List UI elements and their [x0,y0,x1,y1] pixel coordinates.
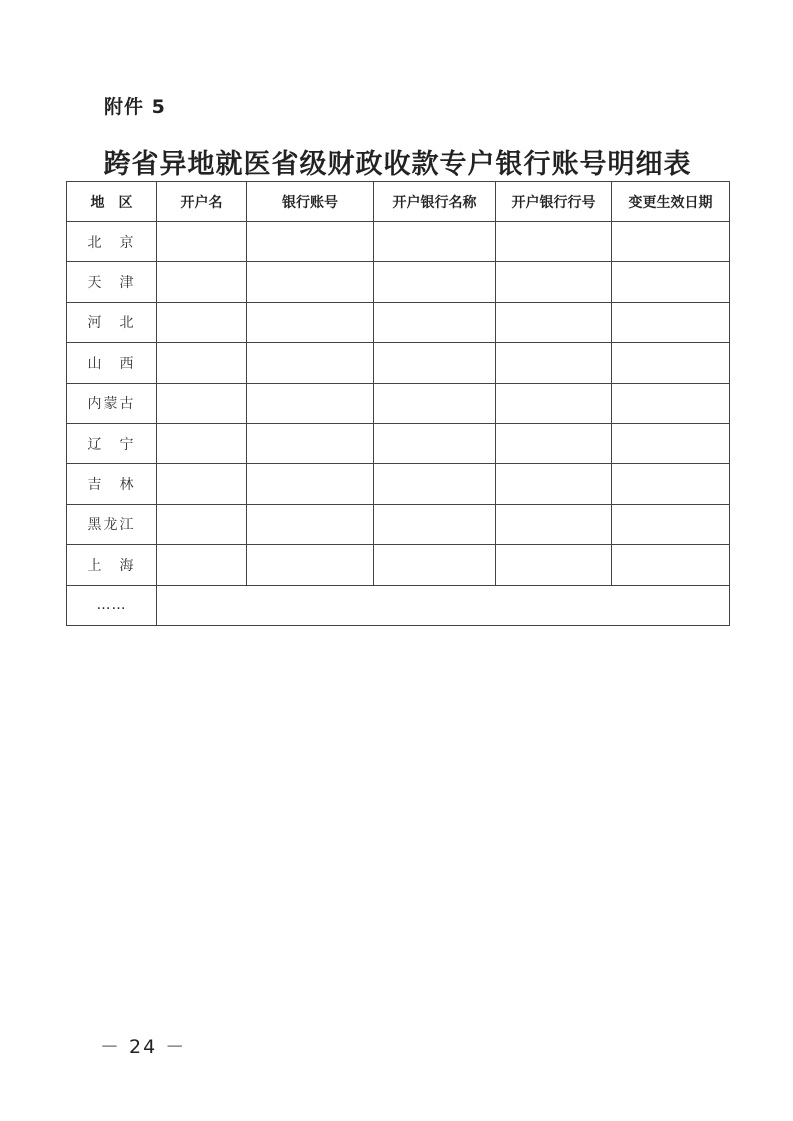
table-row [67,545,730,585]
attachment-label: 附件 5 [104,96,166,118]
page-number: － 24 － [100,1036,187,1058]
table-row [67,262,730,302]
header-effective-date: 变更生效日期 [612,182,730,222]
header-account-name: 开户名 [157,182,247,222]
header-bank-name: 开户银行名称 [374,182,496,222]
account-name-cell [157,504,247,544]
table-row [67,222,730,262]
table-row-continuation [67,585,730,625]
region-cell: 辽 宁 [67,423,157,463]
region-cell: 上 海 [67,545,157,585]
bank-name-cell [374,504,496,544]
account-number-cell [247,383,374,423]
account-number-cell [247,464,374,504]
bank-name-cell [374,383,496,423]
bank-code-cell [496,222,612,262]
bank-name-cell [374,262,496,302]
region-cell: 天 津 [67,262,157,302]
account-name-cell [157,423,247,463]
bank-code-cell [496,464,612,504]
account-name-cell [157,302,247,342]
bank-code-cell [496,262,612,302]
bank-code-cell [496,504,612,544]
bank-code-cell [496,383,612,423]
bank-name-cell [374,222,496,262]
region-cell: 山 西 [67,343,157,383]
effective-date-cell [612,504,730,544]
merged-empty-cell [157,585,730,625]
account-number-cell [247,343,374,383]
bank-name-cell [374,302,496,342]
region-cell: 河 北 [67,302,157,342]
effective-date-cell [612,423,730,463]
account-detail-table [66,181,730,626]
account-number-cell [247,262,374,302]
header-account-number: 银行账号 [247,182,374,222]
table-header-row [67,182,730,222]
effective-date-cell [612,545,730,585]
continuation-cell: …… [67,585,157,625]
region-cell: 吉 林 [67,464,157,504]
bank-name-cell [374,545,496,585]
account-number-cell [247,423,374,463]
bank-code-cell [496,545,612,585]
header-region: 地 区 [67,182,157,222]
effective-date-cell [612,464,730,504]
effective-date-cell [612,262,730,302]
account-number-cell [247,222,374,262]
account-name-cell [157,383,247,423]
table-row [67,423,730,463]
table-row [67,464,730,504]
account-number-cell [247,302,374,342]
bank-code-cell [496,302,612,342]
effective-date-cell [612,222,730,262]
document-title: 跨省异地就医省级财政收款专户银行账号明细表 [103,149,692,180]
bank-code-cell [496,343,612,383]
effective-date-cell [612,302,730,342]
region-cell: 内蒙古 [67,383,157,423]
bank-name-cell [374,343,496,383]
region-cell: 黑龙江 [67,504,157,544]
account-number-cell [247,545,374,585]
account-number-cell [247,504,374,544]
bank-code-cell [496,423,612,463]
effective-date-cell [612,343,730,383]
account-name-cell [157,222,247,262]
account-name-cell [157,464,247,504]
account-name-cell [157,545,247,585]
account-name-cell [157,343,247,383]
table-row [67,343,730,383]
table-row [67,504,730,544]
bank-name-cell [374,464,496,504]
header-bank-code: 开户银行行号 [496,182,612,222]
account-name-cell [157,262,247,302]
bank-name-cell [374,423,496,463]
table-row [67,383,730,423]
table-row [67,302,730,342]
effective-date-cell [612,383,730,423]
region-cell: 北 京 [67,222,157,262]
